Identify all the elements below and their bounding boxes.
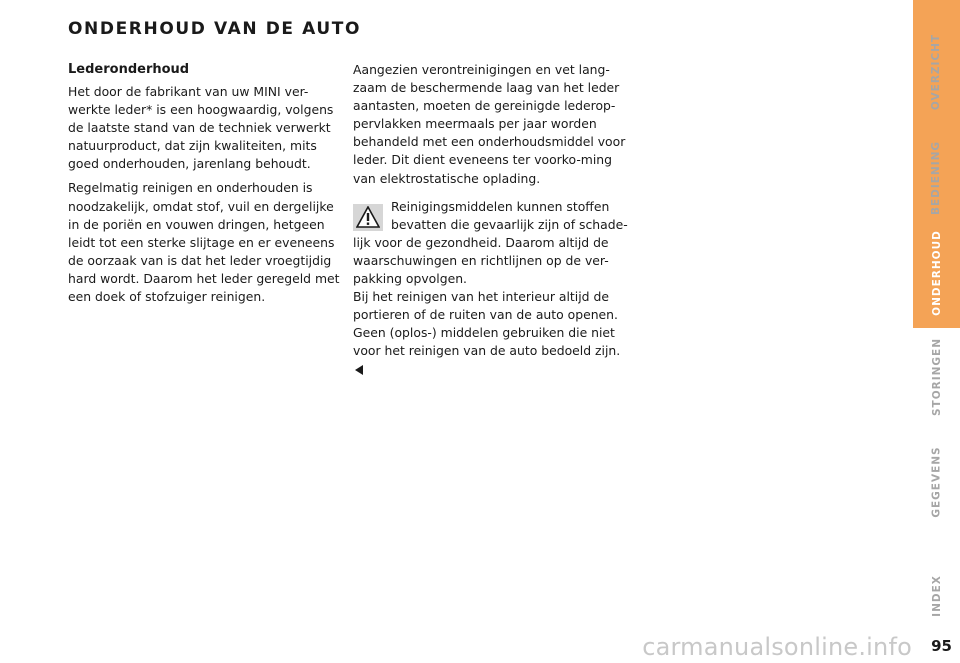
chapter-nav	[913, 0, 960, 663]
paragraph-3: Aangezien verontreinigingen en vet lang-zaam de beschermende laag van het leder aantasten, moeten de gereinigde lederop-pervlakken meermaals per jaar worden behandeld met een onderhoudsmiddel voor leder. Dit dient eveneens ter voorko-ming van elektrostatische oplading.	[353, 62, 626, 186]
nav-tab-onderhoud[interactable]: ONDERHOUD	[930, 230, 943, 316]
section-heading: Lederonderhoud	[68, 62, 190, 77]
page-number: 95	[931, 637, 952, 655]
nav-tab-gegevens[interactable]: GEGEVENS	[930, 446, 943, 518]
right-column	[353, 61, 628, 379]
warning-block	[353, 198, 628, 379]
nav-tab-storingen[interactable]: STORINGEN	[930, 337, 943, 417]
end-mark-icon	[355, 365, 363, 375]
left-column	[68, 61, 343, 312]
warning-text: Reinigingsmiddelen kunnen stoffen bevatten die gevaarlijk zijn of schade-lijk voor de gezondheid. Daarom altijd de waarschuwingen en richtlijnen op de ver-pakking opvolgen.	[353, 198, 628, 287]
warning-triangle-icon	[353, 204, 383, 231]
watermark: carmanualsonline.info	[642, 633, 912, 661]
nav-tab-overzicht[interactable]: OVERZICHT	[930, 33, 943, 111]
paragraph-1: Het door de fabrikant van uw MINI ver-werkte leder* is een hoogwaardig, volgens de laatste stand van de techniek verwerkt natuurproduct, dat zijn kwaliteiten, mits goed onderhouden, jarenlang behoudt.	[68, 84, 334, 172]
page-title: ONDERHOUD VAN DE AUTO	[68, 19, 362, 39]
warning-text-2: Bij het reinigen van het interieur altijd de portieren of de ruiten van de auto openen. Geen (oplos-) middelen gebruiken die niet voor het reinigen van de auto bedoeld zijn.	[353, 289, 621, 359]
nav-tab-index[interactable]: INDEX	[930, 575, 943, 617]
paragraph-2: Regelmatig reinigen en onderhouden is noodzakelijk, omdat stof, vuil en dergelijke in de poriën en vouwen dringen, hetgeen leidt tot een sterke slijtage en er eveneens de oorzaak van is dat het leder vroegtijdig hard wordt. Daarom het leder geregeld met een doek of stofzuiger reinigen.	[68, 180, 340, 305]
nav-tab-bediening[interactable]: BEDIENING	[930, 140, 943, 216]
